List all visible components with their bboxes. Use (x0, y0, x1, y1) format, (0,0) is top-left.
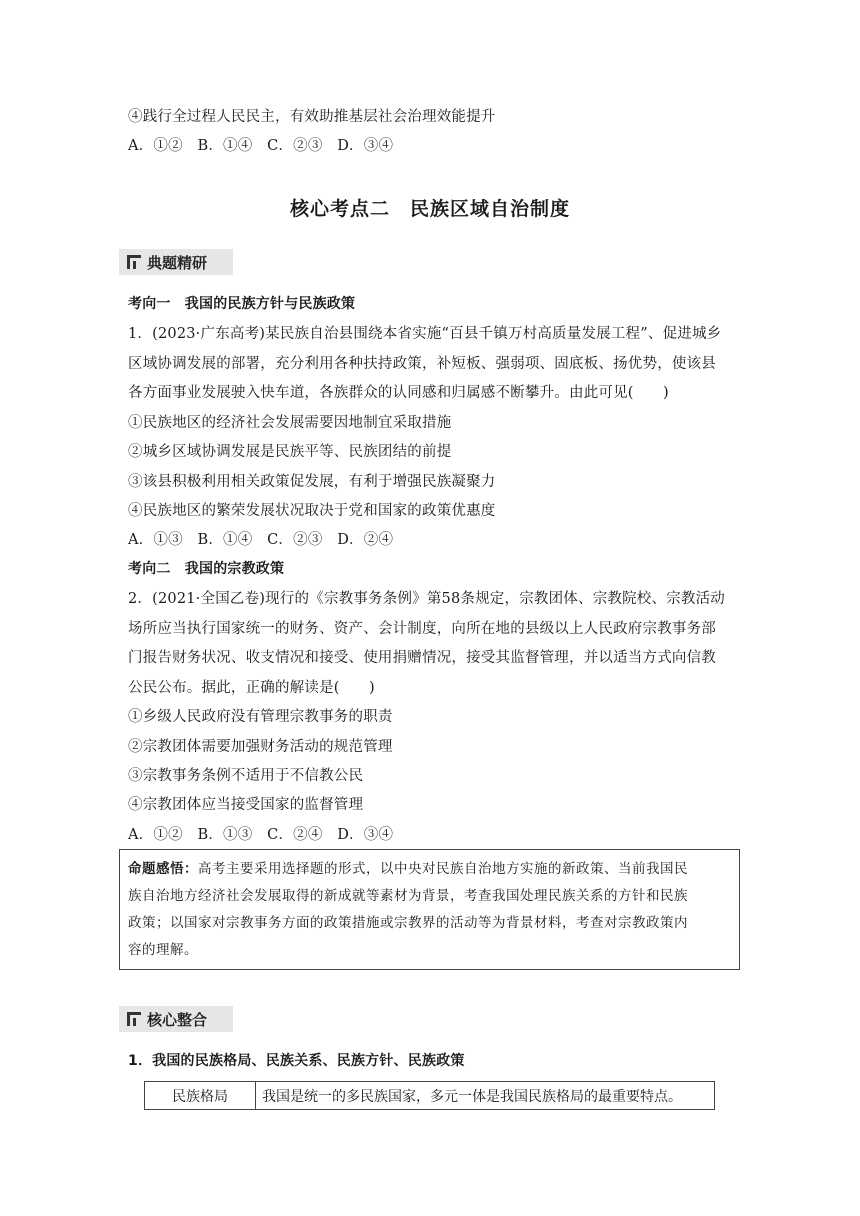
insight-line: 政策；以国家对宗教事务方面的政策措施或宗教界的活动等为背景材料，考查对宗教政策内 (128, 915, 688, 931)
section-header-integration (119, 1006, 233, 1032)
answer-choices: A．①② B．①④ C．②③ D．③④ (128, 138, 394, 154)
section-header-label: 核心整合 (147, 1010, 208, 1029)
option-text: ④践行全过程人民民主，有效助推基层社会治理效能提升 (128, 109, 496, 125)
section-marker-icon (127, 1012, 141, 1026)
option-text: ①民族地区的经济社会发展需要因地制宜采取措施 (128, 415, 452, 431)
insight-box (119, 849, 740, 970)
question-text: 各方面事业发展驶入快车道，各族群众的认同感和归属感不断攀升。由此可见( ) (128, 385, 669, 401)
table-cell-content: 我国是统一的多民族国家，多元一体是我国民族格局的最重要特点。 (256, 1082, 715, 1110)
answer-choices: A．①③ B．①④ C．②③ D．②④ (128, 532, 394, 548)
insight-line: 族自治地方经济社会发展取得的新成就等素材为背景，考查我国处理民族关系的方针和民族 (128, 888, 688, 904)
option-text: ②宗教团体需要加强财务活动的规范管理 (128, 739, 393, 755)
section-header-typical (119, 249, 233, 275)
option-text: ③该县积极利用相关政策促发展，有利于增强民族凝聚力 (128, 474, 496, 490)
integration-heading: 1．我国的民族格局、民族关系、民族方针、民族政策 (128, 1053, 465, 1069)
option-text: ④民族地区的繁荣发展状况取决于党和国家的政策优惠度 (128, 503, 496, 519)
option-text: ③宗教事务条例不适用于不信教公民 (128, 768, 364, 784)
question-text: 门报告财务状况、收支情况和接受、使用捐赠情况，接受其监督管理，并以适当方式向信教 (128, 650, 716, 666)
question-text: 场所应当执行国家统一的财务、资产、会计制度，向所在地的县级以上人民政府宗教事务部 (128, 621, 716, 637)
option-text: ①乡级人民政府没有管理宗教事务的职责 (128, 709, 393, 725)
ethnic-table (144, 1081, 715, 1110)
question-text: 1．(2023·广东高考)某民族自治县围绕本省实施“百县千镇万村高质量发展工程”、促进城乡 (128, 326, 722, 342)
direction-heading: 考向一 我国的民族方针与民族政策 (128, 296, 356, 312)
insight-line (128, 857, 688, 877)
insight-lead: 命题感悟： (128, 861, 198, 877)
question-text: 区域协调发展的部署，充分利用各种扶持政策，补短板、强弱项、固底板、扬优势，使该县 (128, 356, 716, 372)
section-title: 核心考点二 民族区域自治制度 (289, 198, 570, 220)
table-row (145, 1082, 715, 1110)
question-text: 公民公布。据此，正确的解读是( ) (128, 680, 375, 696)
direction-heading: 考向二 我国的宗教政策 (128, 561, 285, 577)
option-text: ④宗教团体应当接受国家的监督管理 (128, 797, 364, 813)
insight-text: 高考主要采用选择题的形式，以中央对民族自治地方实施的新政策、当前我国民 (198, 861, 688, 877)
insight-line: 容的理解。 (128, 942, 198, 958)
table-cell-label: 民族格局 (145, 1082, 256, 1110)
section-header-label: 典题精研 (147, 253, 208, 272)
answer-choices: A．①② B．①③ C．②④ D．③④ (128, 827, 394, 843)
option-text: ②城乡区域协调发展是民族平等、民族团结的前提 (128, 444, 452, 460)
question-text: 2．(2021·全国乙卷)现行的《宗教事务条例》第58条规定，宗教团体、宗教院校、宗教活动 (128, 591, 725, 607)
section-marker-icon (127, 255, 141, 269)
